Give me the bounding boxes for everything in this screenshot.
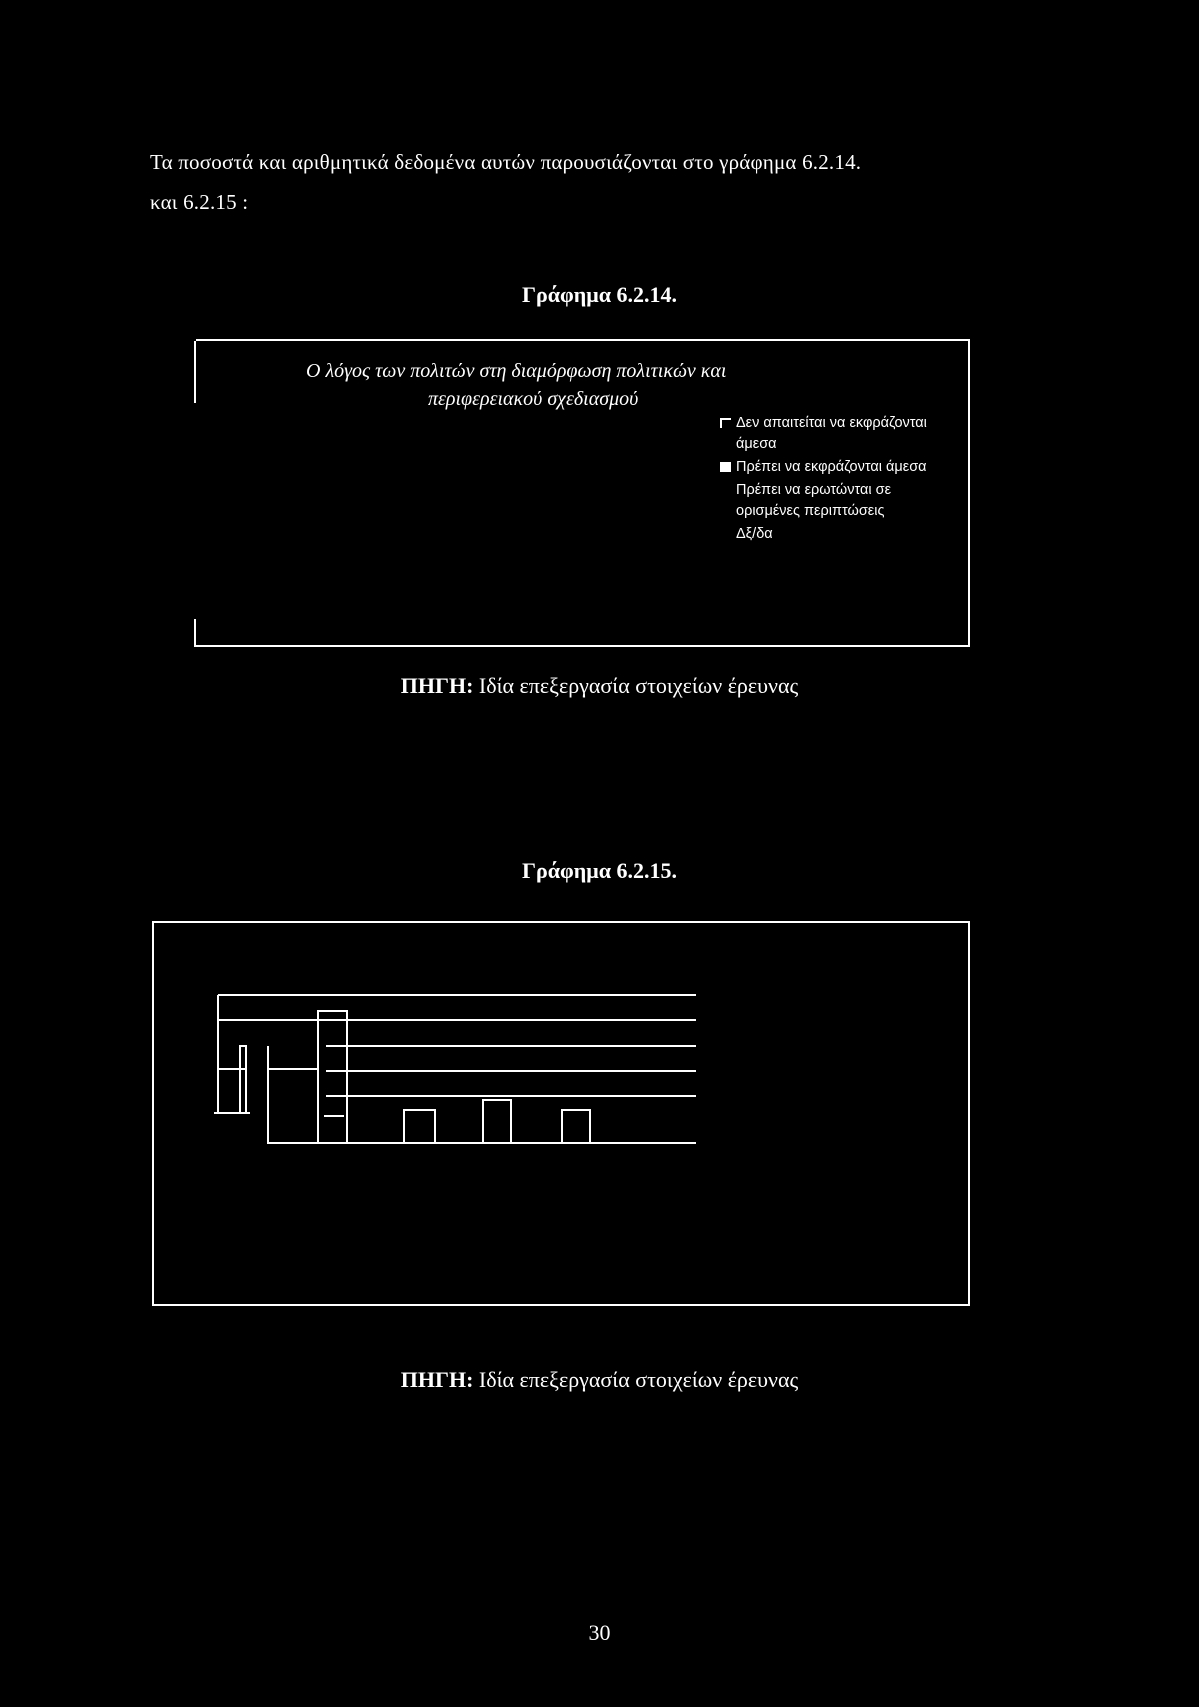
legend-label: Δξ/δα bbox=[736, 526, 773, 542]
intro-paragraph bbox=[150, 142, 1050, 222]
legend-item-not-required bbox=[720, 413, 950, 455]
source-text: Ιδία επεξεργασία στοιχείων έρευνας bbox=[478, 673, 799, 698]
legend-item-dont-know bbox=[720, 524, 950, 545]
legend-label: Δεν απαιτείται να εκφράζονται άμεσα bbox=[736, 415, 927, 452]
page-number: 30 bbox=[588, 1620, 611, 1645]
intro-line-1: Τα ποσοστά και αριθμητικά δεδομένα αυτών παρουσιάζονται στο γράφημα 6.2.14. bbox=[150, 150, 862, 174]
chart-2-bar bbox=[483, 1100, 511, 1143]
chart-1-caption: Γράφημα 6.2.14. bbox=[521, 282, 678, 307]
chart-2-bar bbox=[404, 1110, 435, 1143]
legend-item-must-express bbox=[720, 457, 950, 478]
legend-swatch-outline-icon bbox=[720, 418, 731, 428]
chart-2-bar bbox=[218, 1069, 246, 1113]
chart-2-bar bbox=[562, 1110, 590, 1143]
chart-1-title-line-2: περιφερειακού σχεδιασμού bbox=[428, 388, 639, 410]
source-label: ΠΗΓΗ: bbox=[400, 1367, 474, 1392]
legend-item-asked-sometimes bbox=[720, 480, 950, 522]
chart-1-left-edge-top bbox=[194, 341, 196, 403]
chart-2-bar bbox=[240, 1046, 246, 1113]
chart-2-bar bbox=[268, 1069, 318, 1143]
source-text: Ιδία επεξεργασία στοιχείων έρευνας bbox=[478, 1367, 799, 1392]
legend-label: Πρέπει να ερωτώνται σε ορισμένες περιπτώσεις bbox=[736, 482, 892, 519]
intro-line-2: και 6.2.15 : bbox=[150, 190, 249, 214]
chart-2-caption: Γράφημα 6.2.15. bbox=[521, 858, 678, 883]
chart-2-bar bbox=[318, 1011, 347, 1143]
chart-2-source bbox=[0, 1367, 1199, 1393]
chart-2-frame bbox=[152, 921, 970, 1306]
chart-1-legend bbox=[720, 413, 950, 547]
chart-1-frame bbox=[196, 339, 970, 647]
chart-1-title bbox=[306, 357, 726, 413]
legend-swatch-filled-icon bbox=[720, 462, 731, 472]
chart-2-plot bbox=[154, 923, 968, 1304]
chart-1-title-line-1: Ο λόγος των πολιτών στη διαμόρφωση πολιτικών και bbox=[306, 360, 727, 382]
legend-label: Πρέπει να εκφράζονται άμεσα bbox=[736, 459, 927, 475]
chart-1-left-edge-bottom bbox=[194, 619, 196, 647]
chart-1-source bbox=[0, 673, 1199, 699]
source-label: ΠΗΓΗ: bbox=[400, 673, 474, 698]
